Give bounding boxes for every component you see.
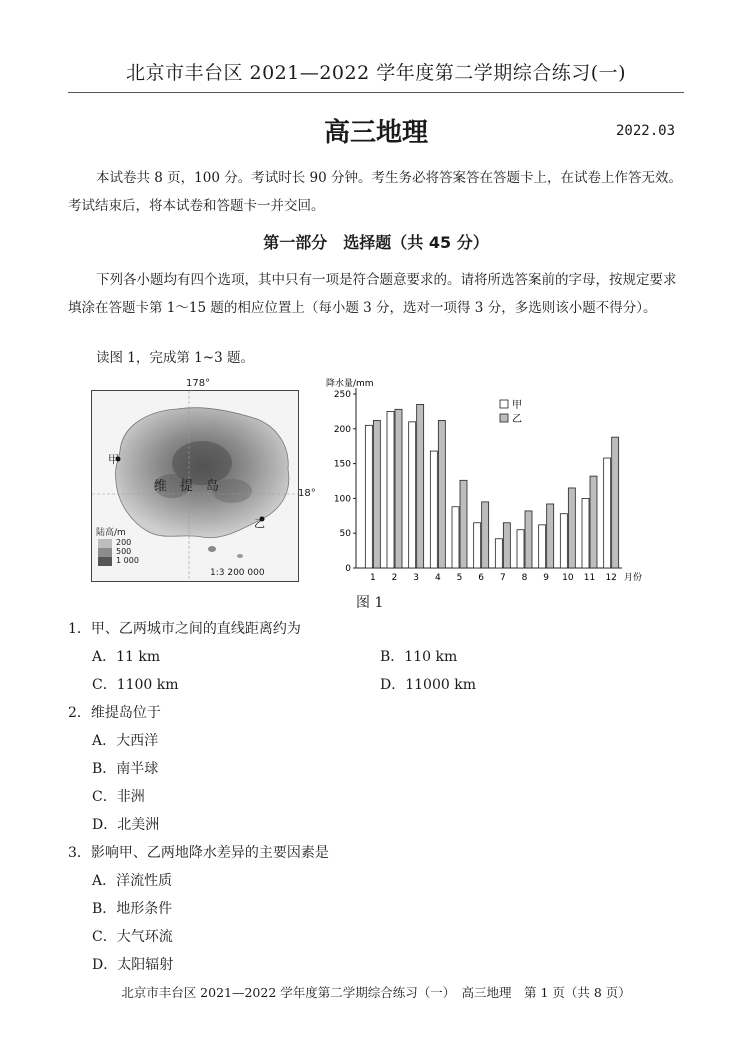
bar-yi	[525, 511, 532, 568]
question-2-stem: 2．维提岛位于	[68, 705, 161, 721]
map-legend-1000: 1 000	[116, 556, 139, 565]
question-1-option-a: A．11 km	[92, 649, 161, 665]
question-2-option-a: A．大西洋	[92, 733, 159, 749]
y-tick-label: 50	[339, 529, 351, 540]
y-axis-label: 降水量/mm	[326, 379, 374, 389]
question-1-option-b: B．110 km	[380, 649, 458, 665]
bar-yi	[395, 409, 402, 568]
x-tick-label: 6	[478, 573, 485, 583]
read-prompt: 读图 1，完成第 1~3 题。	[96, 350, 254, 366]
bar-jia	[430, 451, 437, 568]
y-tick-label: 0	[345, 564, 351, 574]
x-tick-label: 1	[369, 573, 376, 583]
instructions-paragraph: 下列各小题均有四个选项，其中只有一项是符合题意要求的。请将所选答案前的字母，按规定要求填涂在答题卡第 1～15 题的相应位置上（每小题 3 分，选对一项得 3 分，多选则该小题不得分）。	[68, 272, 677, 316]
x-tick-label: 7	[499, 573, 506, 583]
x-axis-label: 月份	[624, 573, 643, 583]
precipitation-chart-svg	[322, 374, 672, 594]
exam-title: 北京市丰台区 2021—2022 学年度第二学期综合练习(一)	[125, 62, 627, 84]
question-3-option-b: B．地形条件	[92, 901, 173, 917]
question-1-option-c: C．1100 km	[92, 677, 179, 693]
island-map	[91, 390, 299, 582]
legend-label: 乙	[512, 414, 522, 425]
page-footer: 北京市丰台区 2021—2022 学年度第二学期综合练习（一） 高三地理 第 1 页（共 8 页）	[121, 985, 631, 1000]
x-tick-label: 5	[456, 573, 463, 583]
bar-yi	[547, 504, 554, 568]
map-lat-label: 18°	[298, 488, 316, 499]
bar-jia	[474, 523, 481, 568]
x-tick-label: 11	[583, 573, 596, 583]
exam-date: 2022.03	[616, 123, 676, 139]
question-2-option-c: C．非洲	[92, 789, 145, 805]
section-title: 第一部分 选择题（共 45 分）	[263, 233, 489, 252]
question-3-option-d: D．太阳辐射	[92, 957, 174, 973]
legend-label: 甲	[512, 400, 522, 411]
map-scale: 1:3 200 000	[210, 568, 265, 578]
bar-yi	[460, 480, 467, 568]
bar-yi	[482, 502, 489, 568]
bar-yi	[417, 404, 424, 568]
question-3-stem: 3．影响甲、乙两地降水差异的主要因素是	[68, 845, 329, 861]
header-divider	[68, 92, 684, 93]
y-tick-label: 150	[333, 459, 351, 470]
bar-jia	[409, 422, 416, 568]
bar-jia	[495, 539, 502, 568]
map-legend-200: 200	[116, 538, 132, 547]
map-legend-title: 陆高/m	[96, 528, 126, 538]
question-3-option-c: C．大气环流	[92, 929, 173, 945]
question-3-option-a: A．洋流性质	[92, 873, 173, 889]
map-island-label: 维 提 岛	[154, 479, 220, 494]
x-tick-label: 10	[562, 573, 574, 583]
bar-jia	[387, 411, 394, 568]
x-tick-label: 2	[391, 573, 398, 583]
x-tick-label: 9	[543, 573, 550, 583]
bar-jia	[452, 507, 459, 568]
bar-yi	[612, 437, 619, 568]
bar-yi	[373, 420, 380, 568]
x-tick-label: 12	[605, 573, 617, 583]
bar-jia	[539, 525, 546, 568]
map-city-a: 甲	[108, 453, 119, 466]
precipitation-chart	[322, 374, 672, 594]
y-tick-label: 200	[333, 424, 351, 435]
map-city-b: 乙	[254, 517, 265, 530]
x-tick-label: 8	[521, 573, 528, 583]
bar-yi	[590, 476, 597, 568]
x-tick-label: 4	[434, 573, 441, 583]
bar-jia	[604, 458, 611, 568]
question-2-option-b: B．南半球	[92, 761, 159, 777]
y-tick-label: 250	[333, 390, 351, 400]
bar-yi	[568, 488, 575, 568]
x-tick-label: 3	[413, 573, 420, 583]
bar-yi	[503, 523, 510, 568]
bar-jia	[365, 425, 372, 568]
map-legend-500: 500	[116, 547, 132, 556]
bar-jia	[517, 530, 524, 568]
map-lon-label: 178°	[186, 378, 211, 389]
y-tick-label: 100	[333, 494, 351, 505]
question-2-option-d: D．北美洲	[92, 817, 160, 833]
bar-jia	[560, 514, 567, 568]
legend-swatch	[500, 414, 508, 422]
legend-swatch	[500, 400, 508, 408]
subject-title: 高三地理	[323, 118, 428, 148]
bar-yi	[438, 420, 445, 568]
intro-paragraph: 本试卷共 8 页，100 分。考试时长 90 分钟。考生务必将答案答在答题卡上，在试卷上作答无效。考试结束后，将本试卷和答题卡一并交回。	[68, 170, 682, 214]
question-1-stem: 1．甲、乙两城市之间的直线距离约为	[68, 621, 301, 637]
question-1-option-d: D．11000 km	[380, 677, 476, 693]
bar-jia	[582, 498, 589, 568]
figure-caption: 图 1	[356, 595, 384, 611]
